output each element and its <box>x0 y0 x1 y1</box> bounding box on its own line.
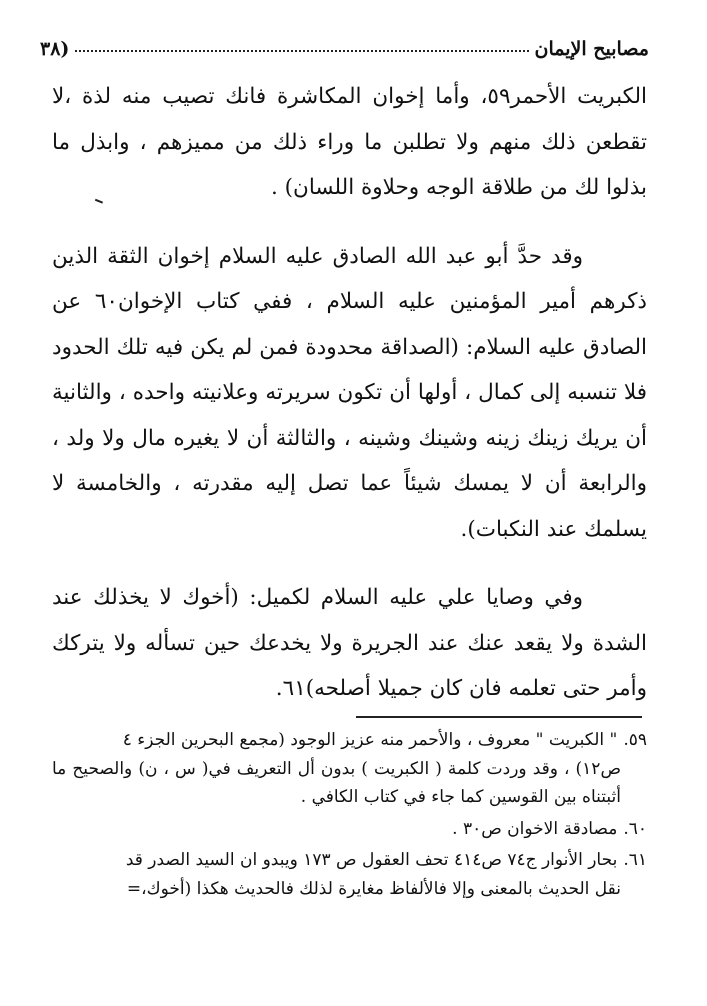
footnote-separator <box>356 716 642 718</box>
footnote-61 <box>52 846 647 903</box>
footnotes <box>52 726 647 903</box>
running-header <box>40 26 649 60</box>
footnote-number: ٦٠. <box>623 818 647 839</box>
footnote-text: مصادقة الاخوان ص٣٠ . <box>452 818 618 839</box>
paragraph-2: وقد حدَّ أبو عبد الله الصادق عليه السلام إخوان الثقة الذين ذكرهم أمير المؤمنين عليه السلام ، ففي كتاب الإخوان٦٠ عن الصادق عليه السلام: (الصداقة محدودة فمن لم يكن فيه تلك الحدود فلا تنسبه إلى كمال ، أولها أن تكون سريرته وعلانيته واحده ، والثانية أن يريك زينك زينه وشينك وشينه ، والثالثة أن لا يغيره مال ولا ولد ، والرابعة أن لا يمسك شيئاً عما تصل إليه مقدرته ، والخامسة لا يسلمك عند النكبات). <box>52 243 648 542</box>
header-dotted-leader <box>75 50 528 52</box>
footnote-number: ٥٩. <box>623 730 647 750</box>
main-text <box>52 74 647 712</box>
footnote-continuation: ص١٢) ، وقد وردت كلمة ( الكبريت ) بدون أل التعريف في( س ، ن) والصحيح ما أثبتناه بين القوسين كما جاء في كتاب الكافي . <box>52 758 621 807</box>
footnote-text: " الكبريت " معروف ، والأحمر منه عزيز الوجود (مجمع البحرين الجزء ٤ <box>122 730 618 750</box>
paragraph-3: وفي وصايا علي عليه السلام لكميل: (أخوك لا يخذلك عند الشدة ولا يقعد عنك عند الجريرة ولا يخدعك حين تسأله ولا يتركك وأمر حتى تعلمه فان كان جميلا أصلحه)٦١. <box>52 585 647 701</box>
paragraph-1: الكبريت الأحمر٥٩، وأما إخوان المكاشرة فانك تصيب منه لذة ،لا تقطعن ذلك منهم ولا تطلبن ما وراء ذلك من مميزهم ، وابذل ما بذلوا لك من طلاقة الوجه وحلاوة اللسان) . <box>52 84 647 200</box>
page-number: (٣٨ <box>40 38 70 60</box>
footnote-continuation: نقل الحديث بالمعنى وإلا فالألفاظ مغايرة لذلك فالحديث هكذا (أخوك،= <box>126 878 621 899</box>
footnote-60 <box>52 815 647 844</box>
book-title: مصابيح الإيمان <box>534 38 649 60</box>
footnote-text: بحار الأنوار ج٧٤ ص٤١٤ تحف العقول ص ١٧٣ ويبدو ان السيد الصدر قد <box>125 850 618 870</box>
footnote-59 <box>52 726 647 812</box>
footnote-number: ٦١. <box>623 850 647 870</box>
